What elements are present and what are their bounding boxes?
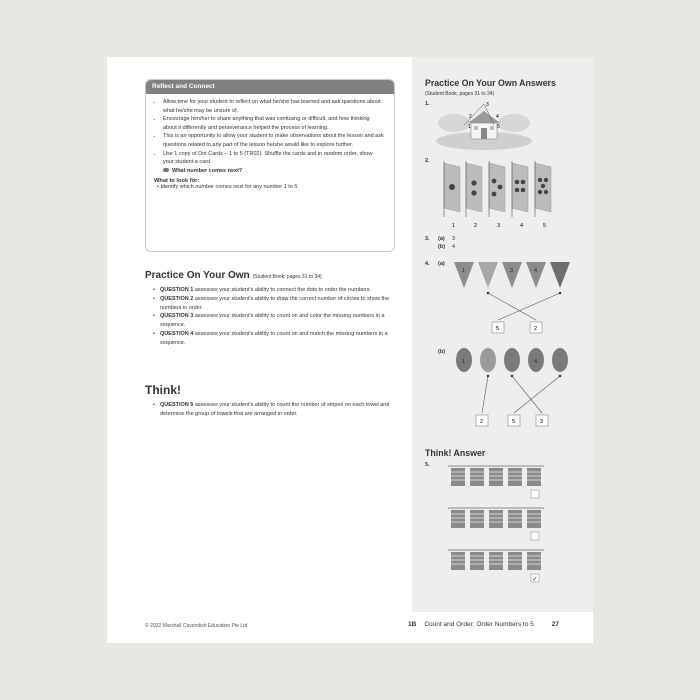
q4b-box: 5 <box>512 419 516 425</box>
page-footer <box>408 621 559 628</box>
reflect-bullet-list <box>146 98 394 167</box>
q4a-box: 5 <box>496 326 500 332</box>
q2-label: 3 <box>497 223 501 229</box>
q5-towels <box>446 462 546 587</box>
q4a-flags <box>452 260 572 345</box>
flag-label: 1 <box>462 268 466 274</box>
practice-title: Practice On Your Own <box>145 270 250 281</box>
q2-label: 5 <box>543 223 547 229</box>
reflect-bullet: • Encourage him/her to share anything that was confusing or difficult, and how thinking about it differently and perseverance helped the process of learning. <box>163 115 384 132</box>
workbook-page <box>107 57 593 643</box>
q4b-box: 3 <box>540 419 544 425</box>
practice-pages: (Student Book, pages 31 to 34) <box>252 274 322 280</box>
q1-dot-label: 2 <box>469 114 472 120</box>
footer-title: Count and Order: Order Numbers to 5 <box>424 621 534 628</box>
reflect-connect-box <box>145 79 395 252</box>
q1-house-picture <box>434 101 534 151</box>
look-for-text: Identify which number comes next for any number 1 to 5 <box>160 183 298 190</box>
reflect-prompt <box>146 168 394 174</box>
q2-label: 1 <box>452 223 456 229</box>
q5-number: 5. <box>425 462 430 468</box>
q1-dot-label: 5 <box>497 124 500 130</box>
flag-label: 3 <box>510 268 514 274</box>
q2-dot-cards <box>436 157 566 232</box>
reflect-bullet: • This is an opportunity to allow your student to make observations about the lesson and ask questions related to any part of the lesson he/she would like to explore further. <box>163 132 384 149</box>
q4a-label: (a) <box>438 261 445 267</box>
q3b-label: (b) <box>438 244 446 250</box>
flag-label: 4 <box>534 268 538 274</box>
reflect-heading: Reflect and Connect <box>146 80 394 94</box>
answers-pages: (Student Book, pages 31 to 34) <box>425 91 495 97</box>
page-number: 27 <box>551 621 560 628</box>
practice-list <box>145 286 401 348</box>
practice-item: • QUESTION 4 assesses your student's ability to count on and match the missing numbers in a sequence. <box>153 330 401 348</box>
q1-dot-label: 3 <box>486 102 489 108</box>
q5-check-mark: ✓ <box>532 576 538 583</box>
think-answer-heading: Think! Answer <box>425 448 486 458</box>
q3a-label: (a) <box>438 236 445 242</box>
look-for-item: • Identify which number comes next for any number 1 to 5 <box>157 183 298 190</box>
footer-unit: 1B <box>408 621 417 628</box>
q3a-answer: 3 <box>452 236 456 242</box>
think-item: • QUESTION 5 assesses your student's ability to count the number of stripes on each towel and determine the group of towels that are arranged in order. <box>153 401 401 419</box>
reflect-bullet: • Allow time for your student to reflect on what he/she has learned and ask questions about what he/she may be unsure of. <box>163 98 384 115</box>
reflect-prompt-text: What number comes next? <box>172 167 243 174</box>
practice-item: • QUESTION 3 assesses your student's ability to count on and color the missing numbers in a sequence. <box>153 312 401 330</box>
look-for-label: What to look for: <box>154 177 200 184</box>
answers-heading: Practice On Your Own Answers <box>425 78 556 88</box>
q2-number: 2. <box>425 158 430 164</box>
q3-number: 3. <box>425 236 430 242</box>
q4a-box: 2 <box>534 326 538 332</box>
reflect-bullet: • Use 1 copy of Dot Cards – 1 to 5 (TR02). Shuffle the cards and in random order, show your student a card. <box>163 150 384 167</box>
q1-dot-label: 4 <box>496 114 499 120</box>
q2-label: 4 <box>520 223 524 229</box>
q2-label: 2 <box>474 223 478 229</box>
copyright: © 2022 Marshall Cavendish Education Pte Ltd <box>145 623 248 629</box>
q1-dot-label: 1 <box>468 124 471 130</box>
think-list <box>145 401 401 419</box>
q4b-eggs <box>452 347 572 433</box>
q1-number: 1. <box>425 101 430 107</box>
q4-number: 4. <box>425 261 430 267</box>
answers-panel <box>412 57 593 612</box>
q3b-answer: 4 <box>452 244 456 250</box>
practice-item: • QUESTION 2 assesses your student's ability to draw the correct number of circles to show the numbers in order. <box>153 295 401 313</box>
q4b-label: (b) <box>438 349 446 355</box>
egg-label: 1 <box>462 359 466 365</box>
egg-label: 4 <box>534 359 538 365</box>
q4b-box: 2 <box>480 419 484 425</box>
practice-heading <box>145 270 322 281</box>
think-heading: Think! <box>145 383 181 397</box>
speech-bubble-icon <box>163 168 169 172</box>
practice-item: • QUESTION 1 assesses your student's ability to connect the dots to order the numbers. <box>153 286 401 295</box>
